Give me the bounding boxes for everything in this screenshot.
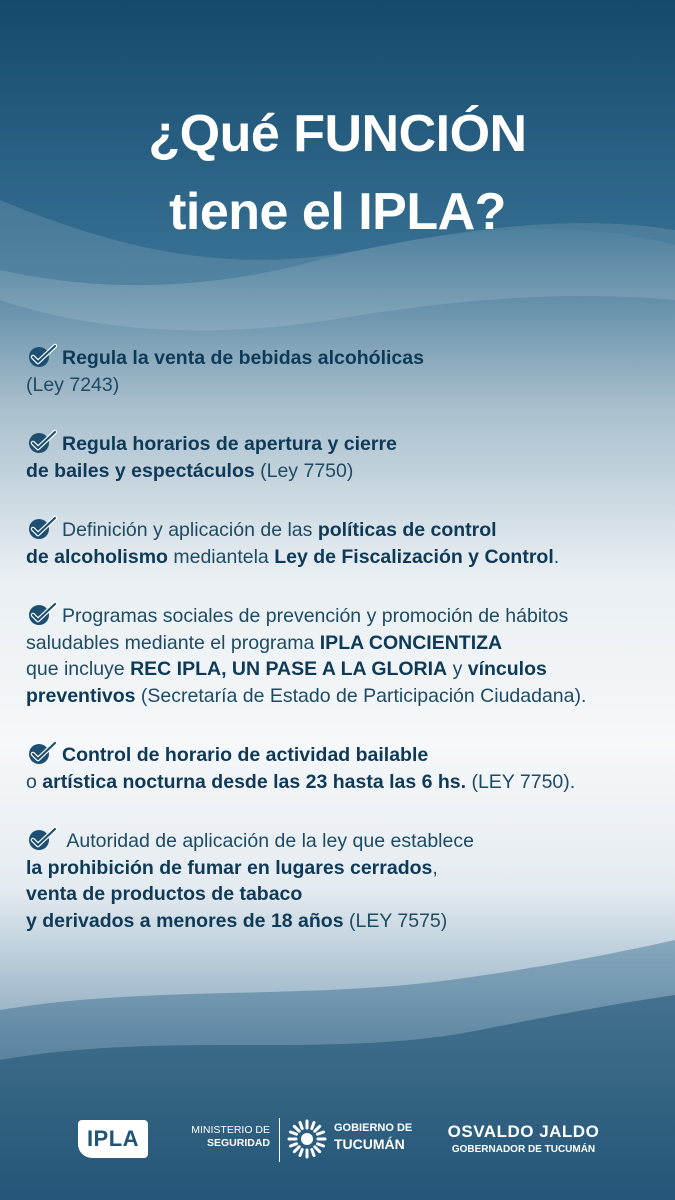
checkmark-badge-icon <box>26 429 58 455</box>
item-text: saludables mediante el programa <box>26 631 320 654</box>
item-text-bold: vínculos <box>467 658 547 680</box>
function-item <box>26 601 666 709</box>
ministerio-line-1: MINISTERIO DE <box>191 1124 270 1136</box>
logo-divider <box>279 1118 280 1162</box>
item-text-bold: Ley de Fiscalización y Control <box>274 545 554 568</box>
item-text-bold: IPLA CONCIENTIZA <box>319 631 503 654</box>
item-text-bold: venta de productos de tabaco <box>26 883 303 905</box>
page-title <box>0 95 675 251</box>
item-text-bold: artística nocturna desde las 23 hasta las 6 hs. <box>42 770 467 793</box>
checkmark-badge-icon <box>26 343 58 369</box>
item-text-bold: preventivos <box>26 684 136 707</box>
function-list <box>26 343 666 965</box>
item-text: mediantela <box>167 545 275 568</box>
item-text-bold: Regula la venta de bebidas alcohólicas <box>62 347 424 369</box>
item-text: Definición y aplicación de las <box>62 519 318 541</box>
item-text: o <box>26 770 43 793</box>
item-text: (Ley 7243) <box>26 373 120 396</box>
ministerio-line-2: SEGURIDAD <box>206 1137 270 1149</box>
governor-title: GOBERNADOR DE TUCUMÁN <box>451 1144 596 1155</box>
footer-logos <box>0 1110 675 1170</box>
item-text: y <box>447 658 468 680</box>
item-text-bold: REC IPLA, UN PASE A LA GLORIA <box>130 658 448 680</box>
gobierno-tucuman-logo <box>334 1122 412 1153</box>
gobierno-line-1: GOBIERNO DE <box>334 1122 413 1134</box>
function-item <box>26 826 666 934</box>
checkmark-badge-icon <box>26 740 58 766</box>
item-text-bold: y derivados a menores de 18 años <box>26 909 344 932</box>
item-text: , <box>432 856 438 879</box>
checkmark-badge-icon <box>26 515 58 541</box>
item-text: (Ley 7750) <box>254 459 354 482</box>
function-item <box>26 343 666 398</box>
item-text: (LEY 7750). <box>466 770 576 793</box>
title-line-2: tiene el IPLA? <box>169 183 506 241</box>
function-item <box>26 740 666 795</box>
item-text-bold: Control de horario de actividad bailable <box>62 744 429 766</box>
item-text: . <box>553 545 560 568</box>
ministerio-seguridad-logo <box>178 1124 270 1150</box>
gobierno-sun-icon <box>286 1118 328 1160</box>
gobierno-line-2: TUCUMÁN <box>334 1136 405 1152</box>
item-text-bold: políticas de control <box>317 519 497 541</box>
item-text-bold: Regula horarios de apertura y cierre <box>62 433 397 455</box>
item-text-bold: de bailes y espectáculos <box>26 459 255 482</box>
title-line-1: ¿Qué FUNCIÓN <box>148 105 527 163</box>
function-item <box>26 515 666 570</box>
governor-signature-block <box>436 1122 611 1158</box>
checkmark-badge-icon <box>26 826 58 852</box>
checkmark-badge-icon <box>26 601 58 627</box>
item-text-bold: la prohibición de fumar en lugares cerrados <box>26 856 433 879</box>
ipla-logo: IPLA <box>78 1120 148 1158</box>
item-text: (Secretaría de Estado de Participación Ciudadana). <box>135 684 587 707</box>
item-text: que incluye <box>26 658 131 680</box>
item-text: Programas sociales de prevención y promoción de hábitos <box>62 605 569 627</box>
function-item <box>26 429 666 484</box>
item-text: Autoridad de aplicación de la ley que establece <box>62 830 474 852</box>
item-text: (LEY 7575) <box>343 909 448 932</box>
governor-name: OSVALDO JALDO <box>447 1122 600 1141</box>
item-text-bold: de alcoholismo <box>26 545 168 568</box>
